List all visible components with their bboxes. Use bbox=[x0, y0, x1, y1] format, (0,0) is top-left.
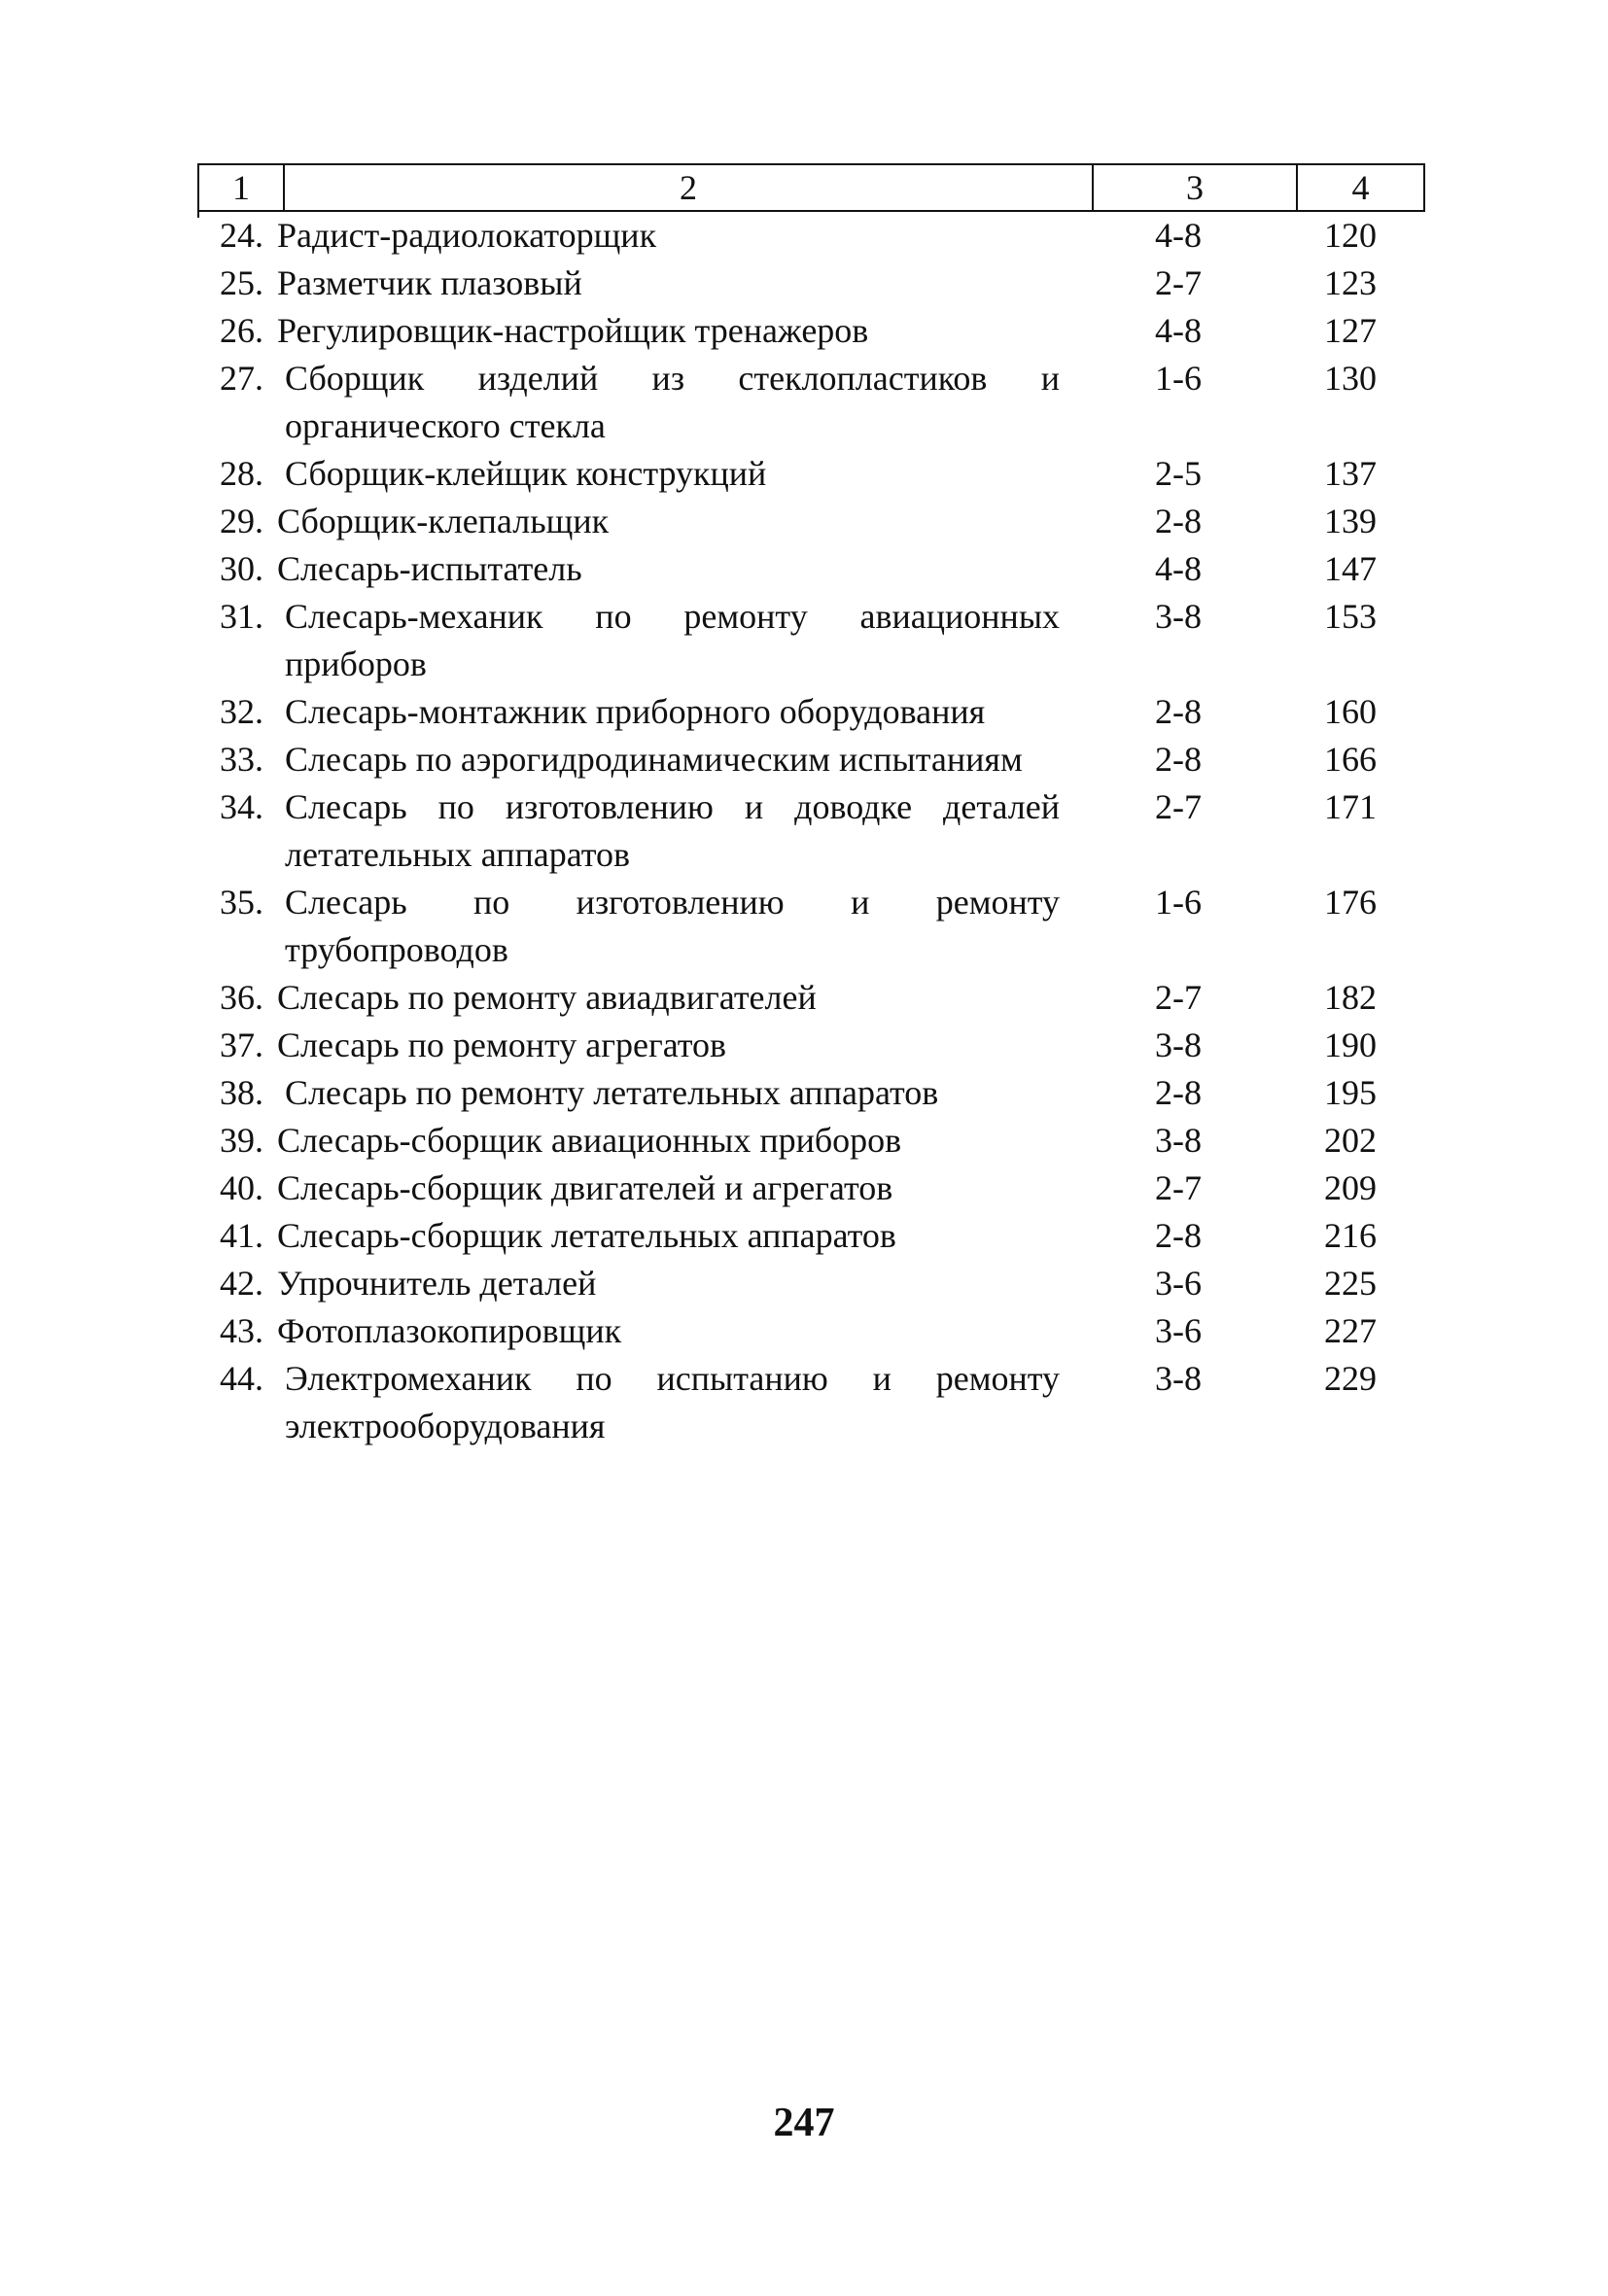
profession-name: Слесарь по ремонту летательных аппаратов bbox=[285, 1073, 939, 1112]
row-number: 32. bbox=[220, 692, 263, 731]
profession-name: Сборщик изделий из стеклопластиков и органического стекла bbox=[285, 359, 1060, 445]
page-ref: 171 bbox=[1324, 787, 1377, 826]
profession-name: Разметчик плазовый bbox=[277, 263, 582, 302]
grade-range: 2-8 bbox=[1155, 1216, 1202, 1255]
profession-name: Слесарь-сборщик двигателей и агрегатов bbox=[277, 1168, 893, 1207]
grade-range: 2-8 bbox=[1155, 740, 1202, 779]
row-number: 34. bbox=[220, 787, 263, 826]
table-row bbox=[197, 736, 1425, 783]
row-number: 39. bbox=[220, 1121, 263, 1160]
row-number: 25. bbox=[220, 263, 263, 302]
table-row bbox=[197, 307, 1425, 355]
row-number: 35. bbox=[220, 883, 263, 922]
page-number: 247 bbox=[773, 2101, 835, 2145]
row-number: 28. bbox=[220, 454, 263, 493]
grade-range: 2-5 bbox=[1155, 454, 1202, 493]
profession-name: Электромеханик по испытанию и ремонту электрооборудования bbox=[285, 1359, 1060, 1445]
row-number: 26. bbox=[220, 311, 263, 350]
row-number: 30. bbox=[220, 549, 263, 588]
page-ref: 123 bbox=[1324, 263, 1377, 302]
header-col-1: 1 bbox=[199, 165, 285, 210]
table-row bbox=[197, 355, 1425, 450]
page-ref: 139 bbox=[1324, 502, 1377, 540]
page-ref: 195 bbox=[1324, 1073, 1377, 1112]
profession-name: Слесарь по ремонту авиадвигателей bbox=[277, 978, 817, 1017]
grade-range: 4-8 bbox=[1155, 216, 1202, 255]
table-row bbox=[197, 974, 1425, 1022]
profession-name: Сборщик-клейщик конструкций bbox=[285, 454, 767, 493]
table-row bbox=[197, 1022, 1425, 1069]
row-number: 31. bbox=[220, 597, 263, 636]
table-row bbox=[197, 1260, 1425, 1307]
page-ref: 153 bbox=[1324, 597, 1377, 636]
grade-range: 3-6 bbox=[1155, 1264, 1202, 1303]
page-ref: 127 bbox=[1324, 311, 1377, 350]
profession-name: Слесарь-монтажник приборного оборудования bbox=[285, 692, 986, 731]
table-row bbox=[197, 593, 1425, 688]
page-ref: 176 bbox=[1324, 883, 1377, 922]
header-col-4: 4 bbox=[1351, 168, 1370, 207]
header-border-tick bbox=[197, 163, 199, 218]
row-number: 29. bbox=[220, 502, 263, 540]
table-row bbox=[197, 498, 1425, 545]
grade-range: 3-8 bbox=[1155, 1121, 1202, 1160]
profession-name: Слесарь-механик по ремонту авиационных приборов bbox=[285, 597, 1060, 683]
row-number: 37. bbox=[220, 1026, 263, 1064]
profession-name: Фотоплазокопировщик bbox=[277, 1311, 622, 1350]
grade-range: 3-8 bbox=[1155, 1026, 1202, 1064]
grade-range: 1-6 bbox=[1155, 359, 1202, 398]
profession-name: Сборщик-клепальщик bbox=[277, 502, 610, 540]
header-col-2: 2 bbox=[285, 165, 1094, 210]
grade-range: 4-8 bbox=[1155, 311, 1202, 350]
page-ref: 209 bbox=[1324, 1168, 1377, 1207]
grade-range: 3-6 bbox=[1155, 1311, 1202, 1350]
grade-range: 2-7 bbox=[1155, 1168, 1202, 1207]
row-number: 43. bbox=[220, 1311, 263, 1350]
grade-range: 2-8 bbox=[1155, 1073, 1202, 1112]
row-number: 42. bbox=[220, 1264, 263, 1303]
row-number: 44. bbox=[220, 1359, 263, 1398]
page-ref: 202 bbox=[1324, 1121, 1377, 1160]
page-ref: 190 bbox=[1324, 1026, 1377, 1064]
row-number: 24. bbox=[220, 216, 263, 255]
table-row bbox=[197, 783, 1425, 879]
page-ref: 166 bbox=[1324, 740, 1377, 779]
grade-range: 4-8 bbox=[1155, 549, 1202, 588]
table-row bbox=[197, 1165, 1425, 1212]
page-ref: 229 bbox=[1324, 1359, 1377, 1398]
row-number: 38. bbox=[220, 1073, 263, 1112]
page-ref: 225 bbox=[1324, 1264, 1377, 1303]
row-number: 36. bbox=[220, 978, 263, 1017]
table-row bbox=[197, 1307, 1425, 1355]
page-ref: 227 bbox=[1324, 1311, 1377, 1350]
row-number: 27. bbox=[220, 359, 263, 398]
page-ref: 160 bbox=[1324, 692, 1377, 731]
profession-name: Слесарь-сборщик летательных аппаратов bbox=[277, 1216, 896, 1255]
table-row bbox=[197, 688, 1425, 736]
table-row bbox=[197, 1117, 1425, 1165]
table-row bbox=[197, 1212, 1425, 1260]
grade-range: 3-8 bbox=[1155, 597, 1202, 636]
profession-name: Слесарь по аэрогидродинамическим испытаниям bbox=[285, 740, 1023, 779]
profession-name: Слесарь по изготовлению и доводке деталей летательных аппаратов bbox=[285, 787, 1060, 874]
table-row bbox=[197, 1355, 1425, 1450]
profession-name: Упрочнитель деталей bbox=[277, 1264, 597, 1303]
header-col-3: 3 bbox=[1094, 165, 1298, 210]
table-header bbox=[197, 163, 1425, 212]
page-ref: 130 bbox=[1324, 359, 1377, 398]
grade-range: 2-7 bbox=[1155, 263, 1202, 302]
profession-name: Радист-радиолокаторщик bbox=[277, 216, 657, 255]
page-ref: 147 bbox=[1324, 549, 1377, 588]
grade-range: 1-6 bbox=[1155, 883, 1202, 922]
row-number: 41. bbox=[220, 1216, 263, 1255]
table-body bbox=[197, 212, 1425, 1450]
table-row bbox=[197, 879, 1425, 974]
table-row bbox=[197, 450, 1425, 498]
grade-range: 2-7 bbox=[1155, 787, 1202, 826]
profession-name: Слесарь по изготовлению и ремонту трубопроводов bbox=[285, 883, 1060, 969]
profession-name: Слесарь по ремонту агрегатов bbox=[277, 1026, 727, 1064]
table-row bbox=[197, 1069, 1425, 1117]
row-number: 33. bbox=[220, 740, 263, 779]
profession-name: Слесарь-сборщик авиационных приборов bbox=[277, 1121, 902, 1160]
page-ref: 182 bbox=[1324, 978, 1377, 1017]
grade-range: 2-8 bbox=[1155, 692, 1202, 731]
page-ref: 137 bbox=[1324, 454, 1377, 493]
page-ref: 216 bbox=[1324, 1216, 1377, 1255]
profession-name: Регулировщик-настройщик тренажеров bbox=[277, 311, 869, 350]
grade-range: 2-8 bbox=[1155, 502, 1202, 540]
grade-range: 3-8 bbox=[1155, 1359, 1202, 1398]
profession-name: Слесарь-испытатель bbox=[277, 549, 582, 588]
table-row bbox=[197, 212, 1425, 260]
table-row bbox=[197, 260, 1425, 307]
row-number: 40. bbox=[220, 1168, 263, 1207]
page-ref: 120 bbox=[1324, 216, 1377, 255]
table-row bbox=[197, 545, 1425, 593]
grade-range: 2-7 bbox=[1155, 978, 1202, 1017]
